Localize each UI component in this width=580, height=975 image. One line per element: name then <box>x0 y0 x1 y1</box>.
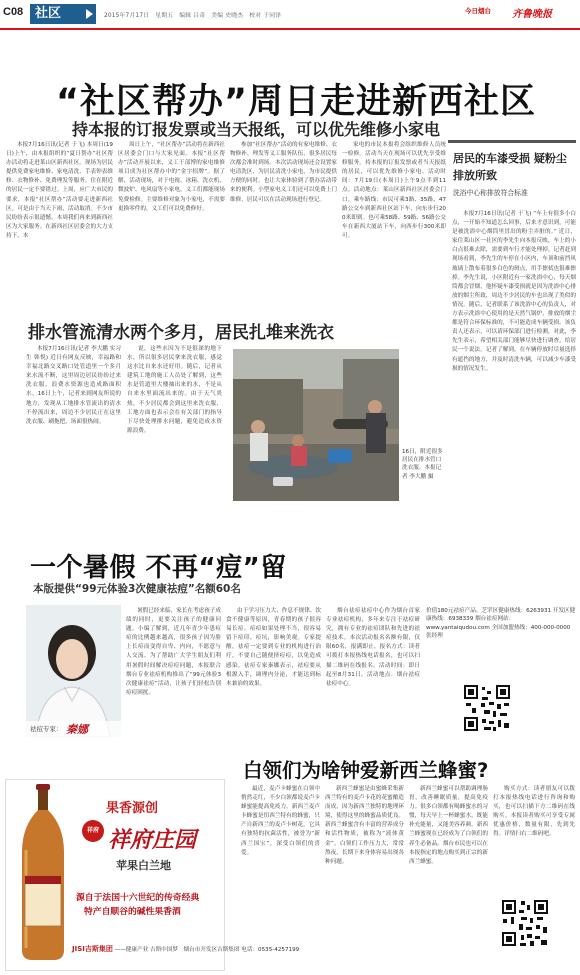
sidebar-subhead: 洗浴中心称排放符合标准 <box>453 189 528 197</box>
section-badge[interactable] <box>30 4 96 24</box>
header-meta: 2015年7月17日 星期五 编辑 吕奇 美编 史晓杰 校对 于同泽 <box>104 13 282 19</box>
story4-column-1: 最近，麦卢卡蜂蜜在白领中悄然走红，不少白领都说麦卢卡蜂蜜能提高免疫力。新西兰麦卢卡蜂蜜是纽西兰特有的蜂蜜，只产自新西兰的麦卢卡树花。它具有独特的抗菌活性，被誉为“新西兰国宝”，深受白领们的喜爱。 <box>241 786 320 856</box>
sidebar-body: 本报7月16日讯(记者 于飞) “车上有很多小白点，一开始不知道怎么回事，后来才意识到，可能是被洗浴中心烟筒里冒出的粉尘弄脏的。” 近日，家住莱山区一社区的李先生向本报反映，车上的小白点很难去除，需要到车行才能处理掉。记者赶到现场看到，李先生的车停在小区内，车顶和前挡风玻璃上散布着很多白色的斑点，用手擦拭也很难擦掉。李先生说，小区附近有一家洗浴中心，每天烟筒都会冒烟，他怀疑车漆受损就是因为洗浴中心排放的烟尘所致，周边不少居民的车也出现了类似的情况。随后，记者联系了该洗浴中心的负责人，对方表示洗浴中心使用的是天然气锅炉，排放的烟尘都是符合环保标准的，不可能造成车辆受损。该负责人还表示，可以请环保部门进行检测。对此，李先生表示，希望相关部门能够尽快进行调查，给居民一个说法。记者了解到，在车辆停放时尽量选择有遮挡的地方，并及时清洗车辆，可以减少车漆受损的情况发生。 <box>452 211 576 372</box>
ad-slogan: 果香源创 <box>106 801 159 816</box>
washing-scene-image <box>233 349 399 501</box>
expert-signature: 秦娜 <box>66 723 88 736</box>
story1-column-4: 家电的市民本报将会组织维修人员统一检修。活动当天在现场可以优先享受维修服务。持本报的订报发票或者当天报纸的居民，可以优先维修小家电。活动时间：7月19日(本周日)上午9点半到11点。活动地点：莱山区新西社区居委会门口。乘车路线：市民可乘3路、35路、47路公交车到新西社区站下车，向东步行200米即到。也可乘58路、59路、56路公交车在新西大厦站下车，向西步行300米即可。 <box>342 142 446 239</box>
expert-caption-label: 祛痘专家： <box>30 725 63 733</box>
qr-code-icon[interactable] <box>462 683 512 733</box>
story1-column-1: 本报7月16日讯(记者 于飞) 本周日(19日)上午，由本报组织的“夏日帮办”社区帮办活动将走进莱山区新西社区。现场为居民提供免费家电维修、家电清洗、手表钟表维修、衣物修补、免费理发等服务。住在附近的居民一定不要错过。上周，应广大市民的要求，本报“社区帮办”活动要走进新西社区。可是由于当天下雨，活动取消。不少市民纷纷表示很遗憾。本周我们再来到新西社区为大家服务。在新西社区居委会的大力支持下，本 <box>6 142 113 239</box>
story1-column-2: 周日上午，“社区帮办”活动将在新西社区居委会门口与大家见面。本报“社区帮办”活动开展以来，义工干部博的家电维修项目成为社区帮办中的“金字招牌”。据了解，活动现场，对于电视、冰箱、洗衣机、微波炉、电风扇等小家电，义工们都能现场免费检修。主要维修对象为小家电，不需要更换零件的，义工们可以免费修好。 <box>118 142 225 212</box>
ad-tagline-1: 源自于法国十六世纪的传奇经典 <box>76 893 200 903</box>
story3-column-1: 暑假已经来临，家长在考虑孩子成绩的同时，更要关注孩子的健康问题。小编了解到，近几年青少年患痘痘的比例越来越高，很多孩子因为脸上长痘而变得自卑、内向，不愿意与人交流。为了帮助广大学生朋友们利用暑假时间解决痘痘问题，本报联合烟台专业祛痘机构推出了“99元体验3次健康祛痘”活动，让孩子们轻松告别痘痘困扰。 <box>126 608 221 696</box>
expert-portrait-image <box>26 605 121 737</box>
story4-column-4: 购买方式：读者朋友可以拨打本报热线电话进行咨询和购买，也可以扫描下方二维码在线购买。本报读者购买可享受专属优惠价格，数量有限，先到先得。详情扫右二维码吧。 <box>493 786 575 838</box>
story1-subhead: 持本报的订报发票或当天报纸，可以优先维修小家电 <box>72 120 441 139</box>
washing-photo <box>233 349 399 501</box>
ad-tagline-2: 特产自顺谷的碱性果香酒 <box>84 907 181 917</box>
qr-code-icon[interactable] <box>500 898 550 948</box>
story2-column-1: 本报7月16日讯(记者 李大鹏 实习生 韩悦) 近日有网友反映，幸福路和幸福北路交叉路口处管道里一个多月来水流不断，这里周边居民纷纷过来洗衣服，浪费水资源也造成路面积水。16日上午，记者来到网友所说的地方，发现从工地排水管流出的清水不停流出来，周边不少居民正在这里洗衣服、刷拖把，场面很热闹。 <box>26 346 121 425</box>
story2-headline[interactable]: 排水管流清水两个多月，居民扎堆来洗衣 <box>28 323 334 343</box>
photo-caption: 16日，附近很多居民在排水管口洗衣服。本报记者 李大鹏 摄 <box>402 449 443 480</box>
story2-column-2: 说，这些水因为不是很深的地下水，所以很多居民拿来洗衣服，感觉这水比自来水还好用。随后，记者从建筑工地的施工人员处了解到，这些水是管道里大楼抽出来的水，不是从自来水里面流出来的。由于天气炎热，不少居民都会到这里来洗衣服，工地方面也表示会在有关部门的指导下尽快处理排水问题，避免造成水资源浪费。 <box>127 346 222 434</box>
newspaper-logo: 齐鲁晚报 <box>512 9 552 20</box>
story3-subhead: 本版提供“99元体验3次健康祛痘”名额60名 <box>33 583 241 595</box>
section-label: 社区 <box>35 6 62 21</box>
ad-footer-text: ——健康产业 吉斯中国梦 烟台市开发区吉斯集团 电话：0535-4257199 <box>114 947 300 953</box>
sidebar-headline[interactable]: 居民的车漆受损 疑粉尘排放所致 <box>453 152 567 182</box>
play-arrow-icon <box>86 9 93 19</box>
story1-column-3: 参加“社区帮办”活动的有家电维修、衣物修补、理发等义工服务队伍，很多居民每次都会准时到场。本次活动现场还会设置家电清洗区，为居民清洗小家电，为市民提供方便的同时，也让大家体验到了帮办活动带来的便利。小型家电义工们还可以免费上门维修，居民可以在活动现场进行登记。 <box>230 142 337 203</box>
page-number: C08 <box>3 6 24 18</box>
contact-info: 价值180元祛痘产品。芝罘区健康热线：6263931 开发区健康热线：6938339 烟台祛痘网站：www.yantaiqudou.com 全国加盟热线：400-000-0000 张经理 <box>426 608 576 640</box>
story4-column-3: 新西兰蜂蜜可以帮助调理肠胃，改善睡眠质量，提高免疫力。很多白领都有喝蜂蜜水的习惯，每天早上一杯蜂蜜水，既能补充能量，又能美容养颜。新西兰蜂蜜现在已经成为了白领们的养生必备品。烟台市民也可以在本报指定的地点购买到正宗的新西兰蜂蜜。 <box>409 786 488 865</box>
story3-headline[interactable]: 一个暑假 不再“痘”留 <box>30 553 287 583</box>
story1-headline[interactable]: “社区帮办”周日走进新西社区 <box>56 82 537 122</box>
story4-column-2: 新西兰蜂蜜是由蜜蜂采集新西兰特有的麦卢卡花的花蜜酿造而成，因为新西兰独特的地理环境，使得这里的蜂蜜品质优良。新西兰蜂蜜含有丰富的营养成分和活性物质，被称为“液体黄金”。白领们工作压力大，常常熬夜，长期下来身体容易出现各种问题。 <box>325 786 404 865</box>
brand-seal-icon: 祥府 <box>82 820 104 842</box>
story3-column-3: 烟台祛痘祛痘中心作为烟台首家专业祛痘机构，多年来专注于祛痘研究，拥有专业的祛痘团队和先进的祛痘技术。本次活动报名名额有限，仅限60名，报满即止。报名方式：读者可拨打本报热线电话报名，也可以扫描二维码在线报名。活动时间：即日起至8月31日。活动地点：烟台祛痘祛痘中心。 <box>326 608 420 687</box>
expert-photo <box>26 605 121 737</box>
story3-column-2: 由于学习压力大、作息不规律、饮食不健康等原因，青春期的孩子很容易长痘。痘痘如果处理不当，很容易留下痘印、痘坑，影响美观。专家提醒，祛痘一定要到专业的机构进行治疗，不要自己随便挤痘痘，以免造成感染。祛痘专家秦娜表示，祛痘要从根源入手，调理内分泌，才能达到标本兼治的效果。 <box>226 608 321 687</box>
ad-footer-brand: JISI吉斯集团 <box>72 945 113 953</box>
logo-small: 今日烟台 <box>465 7 491 15</box>
sidebar-rule <box>448 140 576 143</box>
ad-product: 苹果白兰地 <box>116 859 171 872</box>
ad-brand-name: 祥府庄园 <box>108 827 197 853</box>
story4-headline[interactable]: 白领们为啥钟爱新西兰蜂蜜? <box>243 759 489 782</box>
